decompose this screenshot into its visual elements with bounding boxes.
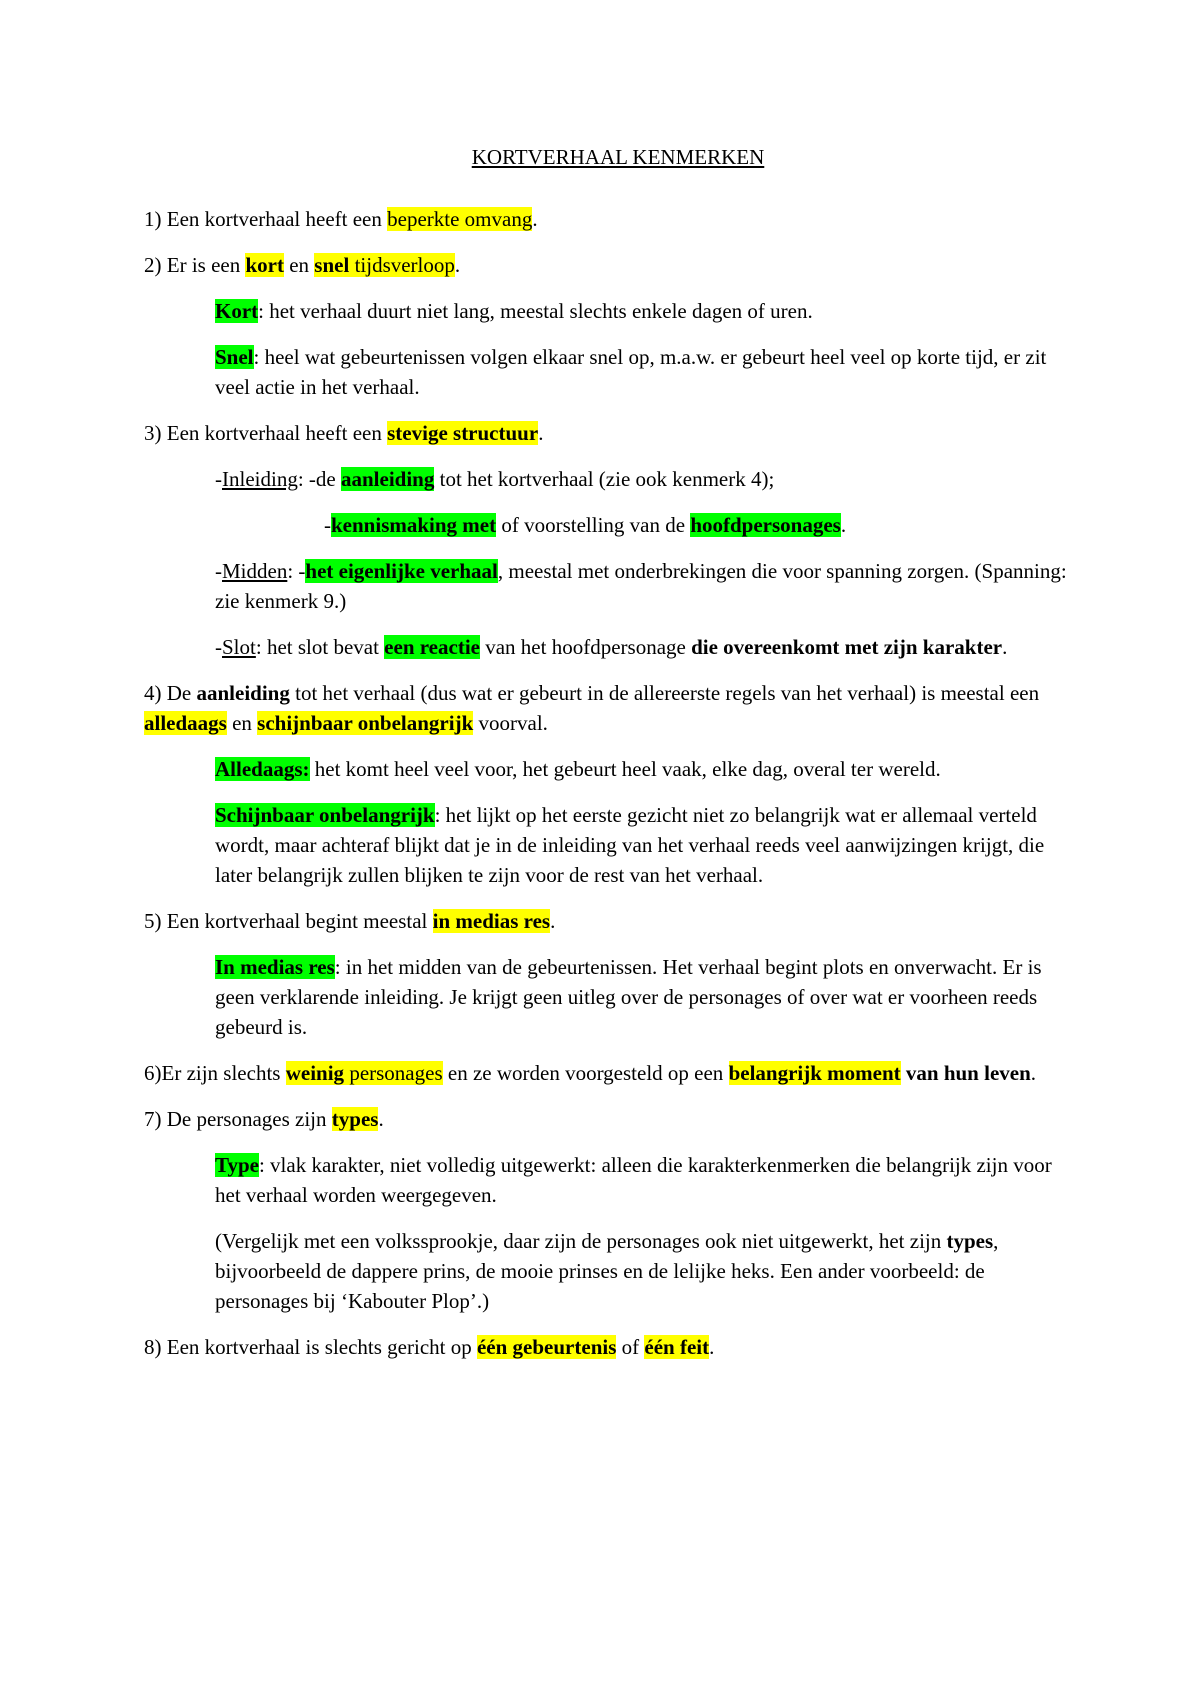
structuur-slot bbox=[215, 632, 1080, 662]
definitie-in-medias-res bbox=[215, 952, 1080, 1042]
bold-text: van hun leven bbox=[900, 1061, 1031, 1085]
term-green: In medias res bbox=[215, 955, 335, 979]
text: : vlak karakter, niet volledig uitgewerkt: alleen die karakterkenmerken die belangrijk zijn voor het verhaal worden weergegeven. bbox=[215, 1153, 1052, 1207]
label-underlined: Slot bbox=[222, 635, 256, 659]
definitie-snel bbox=[215, 342, 1080, 402]
bold-text: aanleiding bbox=[196, 681, 290, 705]
highlight-yellow: tijdsverloop bbox=[349, 253, 455, 277]
text: 2) Er is een bbox=[144, 253, 246, 277]
text: . bbox=[840, 513, 847, 537]
term-green: Type bbox=[215, 1153, 259, 1177]
text: . bbox=[538, 421, 544, 445]
text: - bbox=[215, 635, 222, 659]
text: : het lijkt op het eerste gezicht niet zo belangrijk wat er allemaal verteld wordt, maar achteraf blijkt dat je in de inleiding van het verhaal reeds veel aanwijzingen krijgt, die later belangrijk zullen blijken te zijn voor de rest van het verhaal. bbox=[215, 803, 1045, 887]
kenmerk-6 bbox=[144, 1058, 1080, 1088]
bold-text: die overeenkomt met zijn karakter bbox=[691, 635, 1003, 659]
highlight-green-bold: een reactie bbox=[384, 635, 480, 659]
text: en bbox=[283, 253, 315, 277]
text: . bbox=[1002, 635, 1008, 659]
text: tot het verhaal (dus wat er gebeurt in de allereerste regels van het verhaal) is meestal een bbox=[289, 681, 1040, 705]
term-green: Alledaags: bbox=[215, 757, 310, 781]
highlight-green-bold: kennismaking met bbox=[331, 513, 497, 537]
highlight-yellow-bold: één feit bbox=[644, 1335, 710, 1359]
text: : heel wat gebeurtenissen volgen elkaar snel op, m.a.w. er gebeurt heel veel op korte tijd, er zit veel actie in het verhaal. bbox=[215, 345, 1047, 399]
text: 8) Een kortverhaal is slechts gericht op bbox=[144, 1335, 477, 1359]
label-underlined: Midden bbox=[222, 559, 288, 583]
text: (Vergelijk met een volkssprookje, daar zijn de personages ook niet uitgewerkt, het zijn bbox=[215, 1229, 947, 1253]
definitie-schijnbaar-onbelangrijk bbox=[215, 800, 1080, 890]
text: . bbox=[454, 253, 461, 277]
text: - bbox=[215, 559, 222, 583]
text: of voorstelling van de bbox=[496, 513, 691, 537]
definitie-alledaags bbox=[215, 754, 1080, 784]
highlight-yellow-bold: schijnbaar onbelangrijk bbox=[257, 711, 474, 735]
highlight-green-bold: hoofdpersonages bbox=[690, 513, 841, 537]
label-underlined: Inleiding bbox=[222, 467, 298, 491]
highlight-green-bold: aanleiding bbox=[340, 467, 435, 491]
document-title: KORTVERHAAL KENMERKEN bbox=[471, 145, 765, 169]
highlight-green-bold: het eigenlijke verhaal bbox=[305, 559, 498, 583]
text: , bijvoorbeeld de dappere prins, de mooie prinses en de lelijke heks. Een ander voorbeeld: de personages bij ‘Kabouter Plop’.) bbox=[215, 1229, 999, 1313]
structuur-inleiding bbox=[215, 464, 1080, 494]
text: : -de bbox=[297, 467, 341, 491]
kenmerk-3 bbox=[144, 418, 1080, 448]
text: . bbox=[532, 207, 538, 231]
text: . bbox=[378, 1107, 384, 1131]
highlight-yellow-bold: weinig bbox=[285, 1061, 345, 1085]
text: tot het kortverhaal (zie ook kenmerk 4); bbox=[434, 467, 775, 491]
kenmerk-8 bbox=[144, 1332, 1080, 1362]
text: en ze worden voorgesteld op een bbox=[442, 1061, 729, 1085]
highlight-yellow-bold: kort bbox=[245, 253, 284, 277]
term-green: Kort bbox=[215, 299, 259, 323]
structuur-kennismaking bbox=[324, 510, 1080, 540]
text: 7) De personages zijn bbox=[144, 1107, 332, 1131]
text: . bbox=[550, 909, 556, 933]
kenmerk-7 bbox=[144, 1104, 1080, 1134]
voorbeeld-volkssprookje bbox=[215, 1226, 1080, 1316]
text: voorval. bbox=[473, 711, 548, 735]
term-green: Snel bbox=[215, 345, 254, 369]
kenmerk-2 bbox=[144, 250, 1080, 280]
highlight-yellow: beperkte omvang bbox=[387, 207, 533, 231]
text: van het hoofdpersonage bbox=[479, 635, 692, 659]
highlight-yellow-bold: stevige structuur bbox=[387, 421, 539, 445]
highlight-yellow-bold: één gebeurtenis bbox=[476, 1335, 617, 1359]
text: : in het midden van de gebeurtenissen. Het verhaal begint plots en onverwacht. Er is geen verklarende inleiding. Je krijgt geen uitleg over de personages of over wat er voorheen reeds gebeurd is. bbox=[215, 955, 1042, 1039]
kenmerk-5 bbox=[144, 906, 1080, 936]
text: : - bbox=[287, 559, 306, 583]
highlight-yellow-bold: snel bbox=[314, 253, 350, 277]
text: en bbox=[226, 711, 258, 735]
text: 1) Een kortverhaal heeft een bbox=[144, 207, 388, 231]
highlight-yellow-bold: in medias res bbox=[432, 909, 551, 933]
text: het komt heel veel voor, het gebeurt heel vaak, elke dag, overal ter wereld. bbox=[309, 757, 941, 781]
text: . bbox=[709, 1335, 715, 1359]
text: of bbox=[616, 1335, 645, 1359]
text: , meestal met onderbrekingen die voor spanning zorgen. (Spanning: zie kenmerk 9.) bbox=[215, 559, 1067, 613]
text: - bbox=[215, 467, 222, 491]
highlight-yellow-bold: belangrijk moment bbox=[728, 1061, 901, 1085]
highlight-yellow-bold: types bbox=[331, 1107, 379, 1131]
text: 3) Een kortverhaal heeft een bbox=[144, 421, 388, 445]
text: - bbox=[324, 513, 331, 537]
definitie-type bbox=[215, 1150, 1080, 1210]
highlight-yellow: personages bbox=[344, 1061, 443, 1085]
kenmerk-1 bbox=[144, 204, 1080, 234]
kenmerk-4 bbox=[144, 678, 1080, 738]
text: 5) Een kortverhaal begint meestal bbox=[144, 909, 433, 933]
text: 6)Er zijn slechts bbox=[144, 1061, 286, 1085]
term-green: Schijnbaar onbelangrijk bbox=[215, 803, 435, 827]
bold-text: types bbox=[946, 1229, 994, 1253]
structuur-midden bbox=[215, 556, 1080, 616]
text: . bbox=[1030, 1061, 1037, 1085]
text: : het slot bevat bbox=[255, 635, 385, 659]
highlight-yellow-bold: alledaags bbox=[144, 711, 227, 735]
definitie-kort bbox=[215, 296, 1080, 326]
text: 4) De bbox=[144, 681, 197, 705]
text: : het verhaal duurt niet lang, meestal slechts enkele dagen of uren. bbox=[258, 299, 813, 323]
